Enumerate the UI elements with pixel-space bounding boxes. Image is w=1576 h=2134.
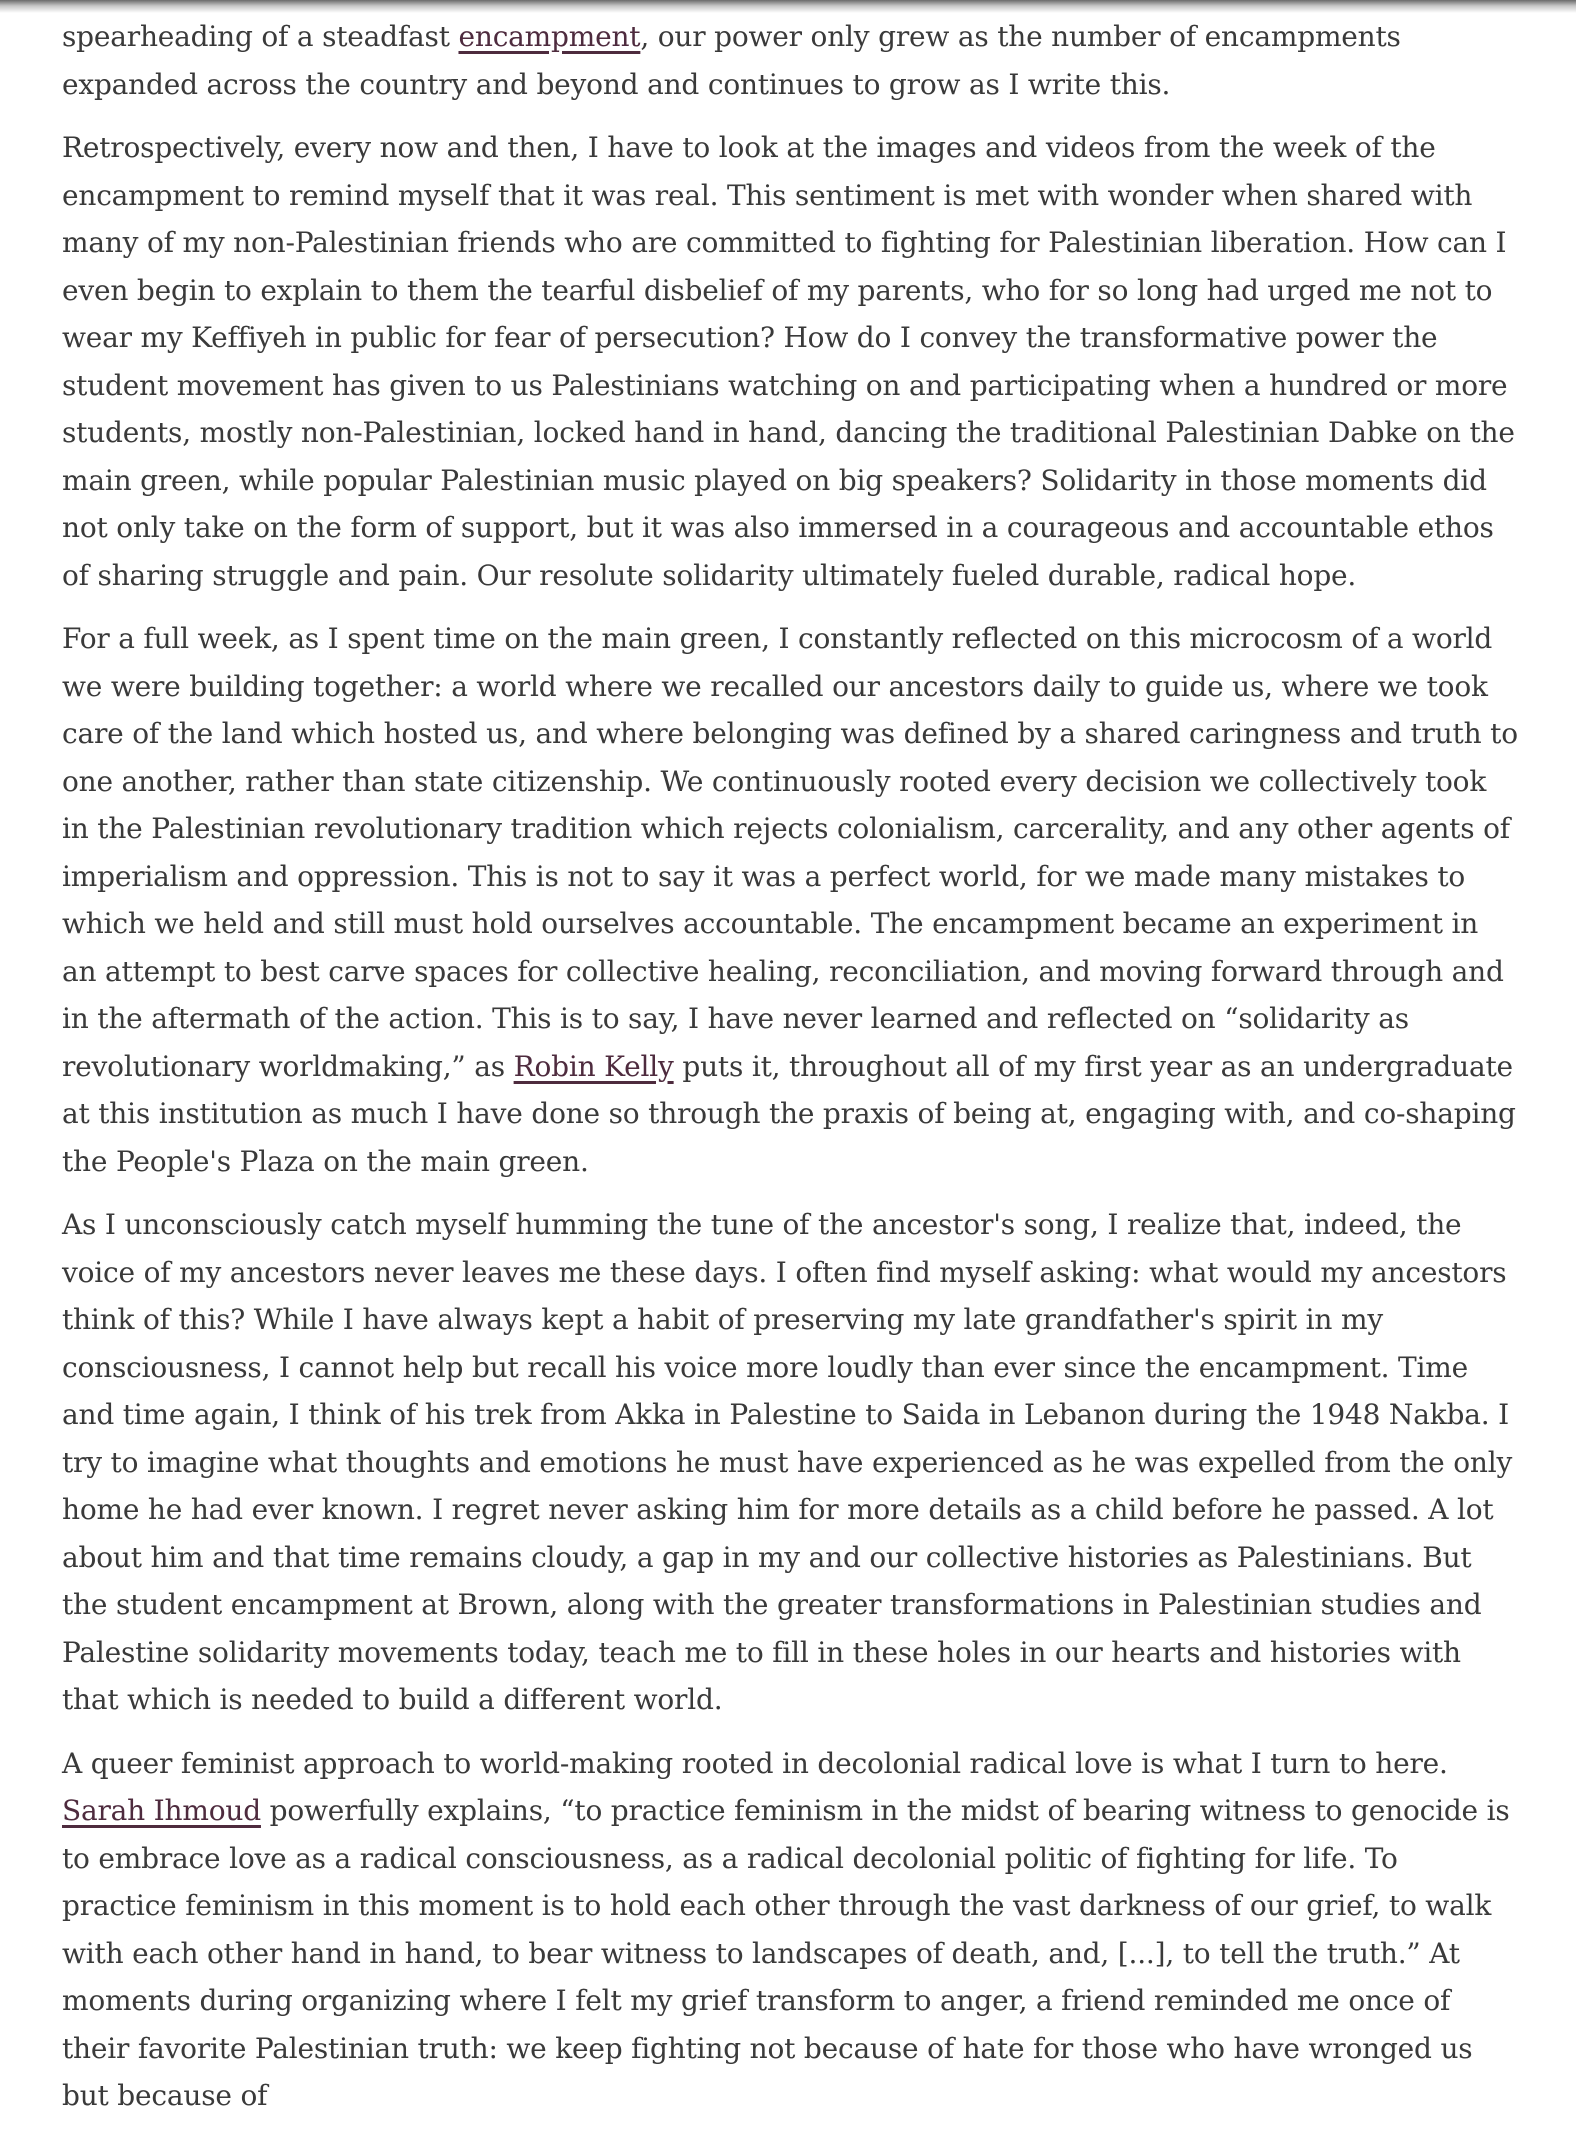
text-run: A queer feminist approach to world-making rooted in decolonial radical love is what I turn to here.	[62, 1746, 1448, 1780]
text-run: powerfully explains, “to practice feminism in the midst of bearing witness to genocide is to embrace love as a radical consciousness, as a radical decolonial politic of fighting for life. To practice feminism in this moment is to hold each other through the vast darkness of our grief, to walk with each other hand in hand, to bear witness to landscapes of death, and, [...], to tell the truth.” At moments during organizing where I felt my grief transform to anger, a friend reminded me once of their favorite Palestinian truth: we keep fighting not because of hate for those who have wronged us but because of	[62, 1794, 1510, 2112]
text-run: , our power only grew as the number of encampments expanded across the country and beyond and continues to grow as I write this.	[62, 20, 1401, 101]
sarah-ihmoud-link[interactable]: Sarah Ihmoud	[62, 1794, 261, 1827]
paragraph-2	[62, 124, 1518, 599]
text-run: Retrospectively, every now and then, I have to look at the images and videos from the week of the encampment to remind myself that it was real. This sentiment is met with wonder when shared with many of my non-Palestinian friends who are committed to fighting for Palestinian liberation. How can I even begin to explain to them the tearful disbelief of my parents, who for so long had urged me not to wear my Keffiyeh in public for fear of persecution? How do I convey the transformative power the student movement has given to us Palestinians watching on and participating when a hundred or more students, mostly non-Palestinian, locked hand in hand, dancing the traditional Palestinian Dabke on the main green, while popular Palestinian music played on big speakers? Solidarity in those moments did not only take on the form of support, but it was also immersed in a courageous and accountable ethos of sharing struggle and pain. Our resolute solidarity ultimately fueled durable, radical hope.	[62, 131, 1515, 592]
paragraph-5	[62, 1740, 1518, 2120]
text-run: As I unconsciously catch myself humming the tune of the ancestor's song, I realize that, indeed, the voice of my ancestors never leaves me these days. I often find myself asking: what would my ancestors think of this? While I have always kept a habit of preserving my late grandfather's spirit in my consciousness, I cannot help but recall his voice more loudly than ever since the encampment. Time and time again, I think of his trek from Akka in Palestine to Saida in Lebanon during the 1948 Nakba. I try to imagine what thoughts and emotions he must have experienced as he was expelled from the only home he had ever known. I regret never asking him for more details as a child before he passed. A lot about him and that time remains cloudy, a gap in my and our collective histories as Palestinians. But the student encampment at Brown, along with the greater transformations in Palestinian studies and Palestine solidarity movements today, teach me to fill in these holes in our hearts and histories with that which is needed to build a different world.	[62, 1208, 1513, 1716]
cropped-previous-line-fade	[0, 0, 1576, 13]
text-run: spearheading of a steadfast	[62, 20, 459, 53]
encampment-link[interactable]: encampment	[458, 20, 641, 53]
text-run: For a full week, as I spent time on the main green, I constantly reflected on this microcosm of a world we were building together: a world where we recalled our ancestors daily to guide us, where we took care of the land which hosted us, and where belonging was defined by a shared caringness and truth to one another, rather than state citizenship. We continuously rooted every decision we collectively took in the Palestinian revolutionary tradition which rejects colonialism, carcerality, and any other agents of imperialism and oppression. This is not to say it was a perfect world, for we made many mistakes to which we held and still must hold ourselves accountable. The encampment became an experiment in an attempt to best carve spaces for collective healing, reconciliation, and moving forward through and in the aftermath of the action. This is to say, I have never learned and reflected on “solidarity as revolutionary worldmaking,” as	[62, 622, 1518, 1083]
robin-kelly-link[interactable]: Robin Kelly	[513, 1049, 674, 1083]
paragraph-3	[62, 615, 1518, 1185]
text-run: puts it, throughout all of my first year as an undergraduate at this institution as much I have done so through the praxis of being at, engaging with, and co-shaping the People's Plaza on the main green.	[62, 1049, 1516, 1178]
paragraph-1	[62, 13, 1518, 108]
article-body	[0, 13, 1576, 2120]
paragraph-4	[62, 1201, 1518, 1724]
